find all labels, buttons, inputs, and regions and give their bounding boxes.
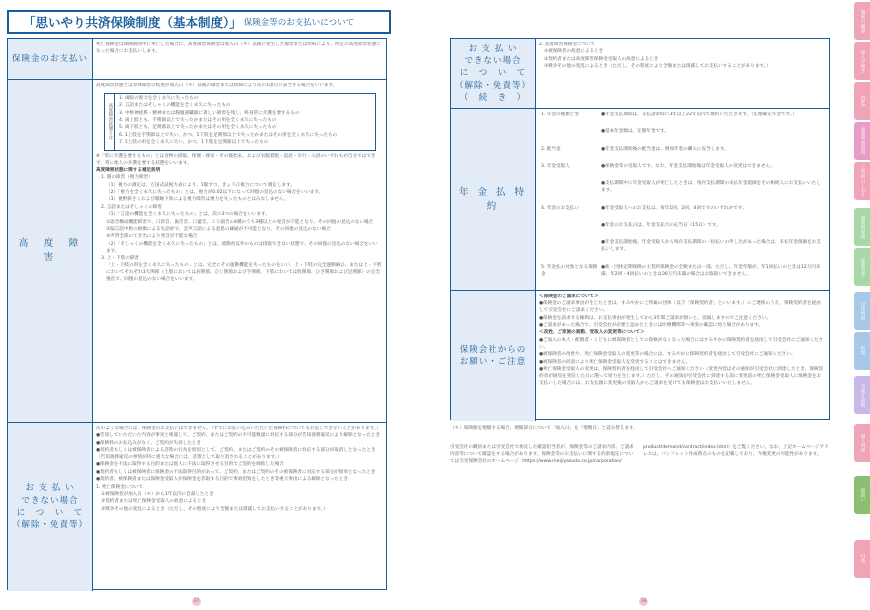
disability-definition-box [104,93,376,151]
list-item: 4. 両上肢とも、手関節以上で失ったかまたはその用を全く永久に失ったもの [119,118,277,124]
side-tab[interactable]: 加入手続き [854,42,870,80]
row-content: 次のような場合には、保険金のお支払いはできません。（すでにお払い込みいただいた保険料についてもお返しできないことがあります。） ●告知していただいた内容が事実と相違して、ご契約、またはご契約の不可能数量に対応する部分が告知義務違反により解除となったとき ●保険料のお払込みがなく、ご契約が失効したとき ●契約者もしくは被保険者による詐欺の行為を原因として、ご契約、またはご契約のその被保険者に対応する部分が取消しとなったとき（告知義務違反の事情が特に重大な場合には、詐欺として取り消されることがあります。） ●保険金を不法に取得する目的または他人に不法に取得させる目的でご契約を締結した場合 ●契約者もしくは被保険者に保険金の不法取得目的があって、ご契約、またはご契約のその被保険者に対応する部分が無効となったとき ●契約者、被保険者または保険金受取人が保険金を詐取する目的で事故招致をしたとき等重大事由による解除となったとき 1. 死亡保険金について ①被保険者が加入日（＊）から1年以内に自殺したとき ②契約者または死亡保険金受取人の故意によるとき ③戦争その他の変乱によるとき（ただし、その程度により全額または削減してお支払いすることがあります。） [96,426,381,512]
row-requests-notes [451,291,829,421]
page-number: 38 [640,599,647,604]
side-tab[interactable]: 団体情報 [854,292,870,330]
row-content: 2. 高度障害保険金について ①被保険者の故意によるとき ②契約者または高度障害保険金受取人の故意によるとき ③戦争その他の変乱によるとき（ただし、その程度により全額または削減してお支払いすることがあります。） [539,42,771,70]
list-item: 6. 1上肢を手関節以上で失い、かつ、1下肢を足関節以上で失ったかまたはその用を全く永久に失ったもの [119,132,338,138]
side-tab[interactable]: 付表 [854,540,870,578]
row-header: 保険会社からの お願い・ご注意 [451,291,536,421]
page-title: 「思いやり共済保険制度（基本制度）」 [23,15,242,30]
side-tab[interactable]: 保険金等 [854,248,870,286]
side-tab[interactable]: ご契約のしおり [854,162,870,200]
contact-info-left: 引受会社の職員または引受会社で委託した確認担当者が、保険金等のご請求内容、ご請求内容等について確認をする場合があります。保険金等のお支払いに関する約款規定については引受保険会社のホームページ（https://www.meijiyasuda.co.jp/corporation/ [450,445,634,465]
list-item: 3. 中枢神経系・精神または胸腹部臓器に著しい障害を残し、終身常に介護を要するもの [119,110,300,116]
right-table [450,38,830,420]
row-no-payment-cont [451,39,829,109]
row-content: 1. 年金の種類と型 ●年金支払期間は、支払請求時に3年以上22年以内で選択いただきます。（定額確定年金です。） ●基本年金額は、定額年金です。 2. 配当金 ●年金支払開始後の配当金は、増加年金の購入に充当します。 3. 年金受取人 ●保険金等の受取人です。なお、年金支払開始後は年金受取人の変更はできません。 ●支払期間中に年金受取人が死亡したときは、残存支払期間の未払年金現価をその相続人にお支払いいたします。 4. 年金のお支払い ●年金受取人へのお支払は、毎年1回、2回、4回ですのいずれかです。 ●年金のお支払日は、年金支払月の応当日（15日）です。 ●年金支払開始後、年金受取人から残存支払期間の一括払いの申し出があった場合は、未払年金現価をお支払いします。 5. 年金払の対象となる保険金 ●新・団体定期保険の主契約保険金の全額または一部、ただし、年金年額が、年1回払いのときは12万円未満、年2回・4回払いのときは36万円未満の場合はお取扱いできません。 [541,112,821,277]
row-content: 死亡保険金は保険期間中に死亡した場合に、高度障害保険金は加入日（＊）以後に発生した傷害または疾病により、所定の高度障害状態になった場合にお支払いします。 [96,42,381,54]
right-page [435,0,870,610]
row-no-payment [8,423,386,591]
list-item: 5. 両下肢とも、足関節以上で失ったかまたはその用を全く永久に失ったもの [119,125,277,131]
left-table [7,38,387,590]
row-header: 年 金 払 特 約 [451,109,536,290]
footnote: （＊）保険額を増額する場合、増額部分について「加入日」を「増額日」と読み替えます。 [450,426,638,431]
list-item: 2. 言語またはそしゃくの機能を全く永久に失ったもの [119,103,231,109]
side-tab-active[interactable]: 取扱い [854,476,870,514]
row-header: 高 度 障 害 [8,80,93,422]
list-item: 1. 両眼の視力を全く永久に失ったもの [119,95,199,101]
page-title-bar [7,10,391,34]
page-subtitle: 保険金等のお支払いについて [243,18,355,28]
row-severe-disability [8,80,386,423]
side-tab[interactable]: 重要事項説明 [854,122,870,160]
page-number: 37 [193,599,200,604]
side-tab[interactable]: 制度別保障 [854,208,870,246]
inset-label: 高度障害状態とは [105,94,115,150]
side-tab[interactable]: 約款 [854,332,870,370]
contact-info-right: product/demand/contract/index.html）をご覧ください。なお、上記ホームページアドレスは、パンフレット作成時点のものを記載しており、今後変更の可能性があります。 [643,445,829,458]
side-tab[interactable]: 制度の概要 [854,2,870,40]
side-tab[interactable]: 手続き書類 [854,376,870,414]
row-annuity-rider [451,109,829,291]
row-content: ＜保険金のご請求について＞ ●保険金のご請求事由が生じたときは、すみやかにご所属の団体（以下「保険契約者」といいます。）にご連絡のうえ、保険契約者を経由して引受会社にご請求ください。 ●保険金を請求する権利は、お支払事由が発生してから3年間ご請求が無いと、消滅しますのでご注意ください。 ●ご請求があった場合で、引受会社が必要と認めたときには医療機関等へ事実の確認に伺う場合があります。 ＜改姓、ご家族の異動、受取人の変更等について＞ ●ご加入の本人・配偶者・こどもに被保険者としての資格がなくなった場合にはすみやかに保険契約者を経由して引受会社にご通知ください。 ●被保険者の改姓や、死亡保険金受取人の変更等の場合には、すみやかに保険契約者を経由して引受会社にご通知ください。 ●被保険者の同意により死亡保険金受取人を変更することはできません。 ●死亡保険金受取人の変更は、保険契約者を経由して引受会社へご通知ください（変更内容はその通知が引受会社に到達したとき、保険契約者が通知を発信した日に遡って効力を生じます。）ただし、その通知が引受会社に到達する前に変更前の死亡保険金受取人に保険金をお支払いした場合には、お支払後に変更後の受取人からご請求を受けても保険金はお支払いいたしません。 [539,294,824,386]
row-content: 高度障害状態とは身体障害の程度が加入日（＊）以後の傷害または疾病により次の1項目に該当する場合をいいます。 高度障害状態とは 1. 両眼の視力を全く永久に失ったもの 2. 言語またはそしゃくの機能を全く永久に失ったもの 3. 中枢神経系・精神または胸腹部臓器に著しい障害を残し、終身常に介護を要するもの 4. 両上肢とも、手関節以上で失ったかまたはその用を全く永久に失ったもの 5. 両下肢とも、足関節以上で失ったかまたはその用を全く永久に失ったもの 6. 1上肢を手関節以上で失い、かつ、1下肢を足関節以上で失ったかまたはその用を全く永久に失ったもの 7. 1上肢の用を全く永久に失い、かつ、1下肢を足関節以上で失ったもの ※「常に介護を要するもの」とは食物の摂取、排便・排尿・その後始末、および衣服着脱・起居・歩行・入浴のいずれもが自分ではできず、常に他人の介護を要する状態をいいます。 高度障害状態に関する補足説明 1. 眼の障害（視力障害） （1）視力の測定は、万国式試視力表により、1眼ずつ、きょう正視力について測定します。 （2）「視力を全く永久に失ったもの」とは、視力が0.02以下になって回復の見込のない場合をいいます。 （3）視野狭さくおよび眼瞼下垂による視力障害は視力を失ったものとはみなしません。 2. 言語またはそしゃくの障害 （1）「言語の機能を全く永久に失ったもの」とは、次の3つの場合をいいます。 ①語音構成機能障害で、口唇音、歯舌音、口蓋音、こう頭音の4種のうち3種以上の発音が不能となり、その回復の見込のない場合 ②脳言語中枢の損傷による失語症で、音声言語による意思の疎通が不可能となり、その回復の見込のない場合 ③声帯全部のてき出により発音が不能な場合 （2）「そしゃくの機能を全く永久に失ったもの」とは、流動食以外のものは摂取できない状態で、その回復の見込のない場合をいいます。 3. 上・下肢の障害 「上・下肢の用を全く永久に失ったもの」とは、完全にその運動機能を失ったものをいい、上・下肢の完全運動麻ひ、または上・下肢においてそれぞれ3大関節（上肢においては肩関節、ひじ関節および手関節、下肢においては股関節、ひざ関節および足関節）の完全強直で、回復の見込のない場合をいいます。 [96,83,382,283]
row-header: お 支 払 い できない場合 に つ い て （解除・免責等） [8,423,93,591]
row-header: お 支 払 い できない場合 に つ い て （解除・免責等） （ 続 き ） [451,39,536,108]
row-payment [8,39,386,80]
side-tab[interactable]: Q&A [854,82,870,120]
list-item: 7. 1上肢の用を全く永久に失い、かつ、1下肢を足関節以上で失ったもの [119,140,269,146]
side-tab[interactable]: 個人情報 [854,424,870,462]
row-header: 保険金のお支払い [8,39,93,79]
side-tab-strip [852,0,870,610]
